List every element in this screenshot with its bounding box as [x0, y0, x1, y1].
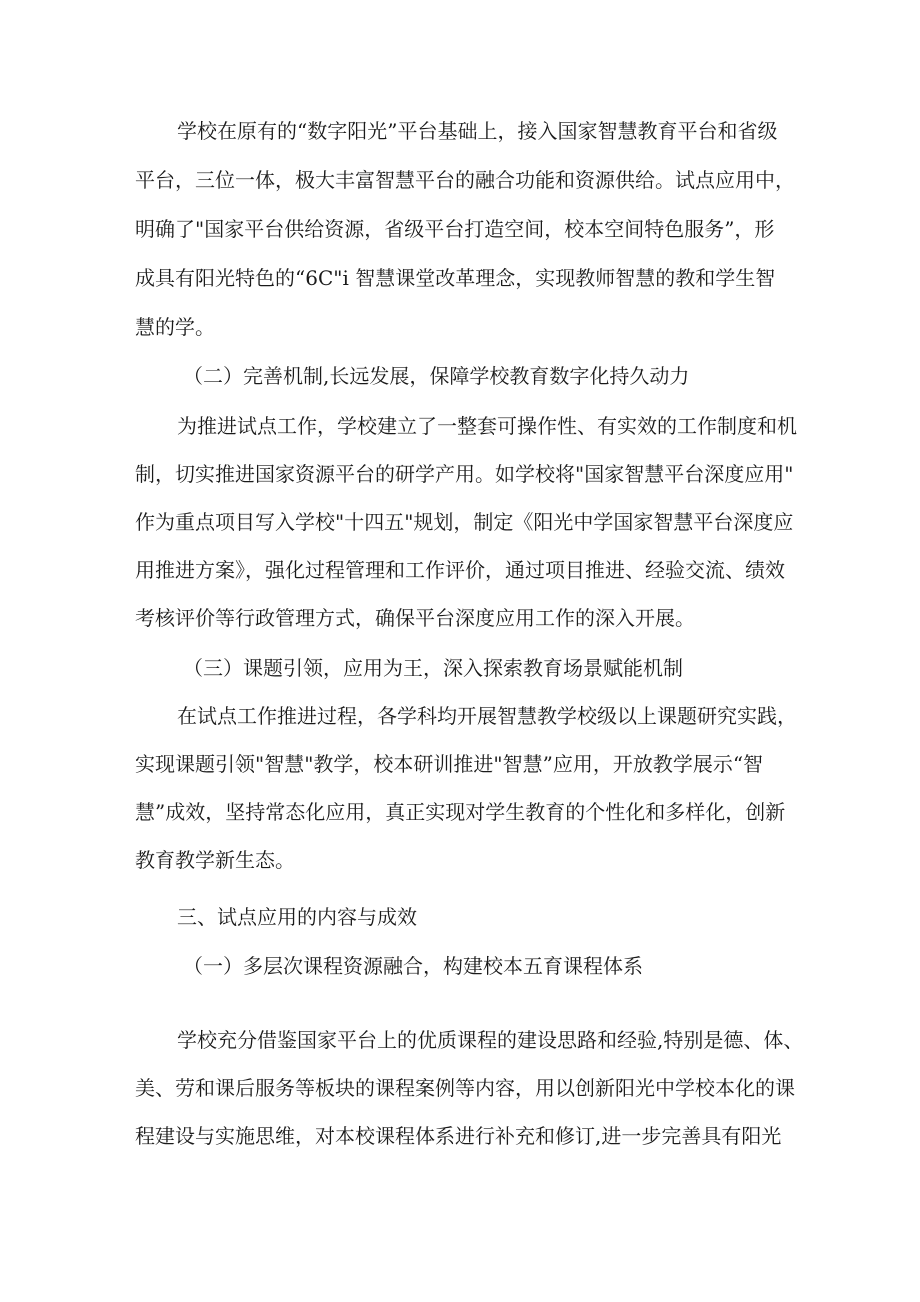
- paragraph-line: 平台，三位一体，极大丰富智慧平台的融合功能和资源供给。试点应用中，: [135, 168, 795, 192]
- paragraph-line: 程建设与实施思维，对本校课程体系进行补充和修订,进一步完善具有阳光: [135, 1124, 782, 1148]
- section-title-text: 三、试点应用的内容与成效: [177, 905, 417, 929]
- heading-text: （三）课题引领，应用为王，深入探索教育场景赋能机制: [183, 656, 683, 680]
- paragraph-line: 制，切实推进国家资源平台的研学产用。如学校将"国家智慧平台深度应用": [135, 462, 794, 486]
- paragraph-line: 明确了"国家平台供给资源，省级平台打造空间，校本空间特色服务”，形: [135, 217, 775, 241]
- heading-text: （二）完善机制,长远发展，保障学校教育数字化持久动力: [183, 364, 690, 388]
- paragraph-line: 学校充分借鉴国家平台上的优质课程的建设思路和经验,特别是德、体、: [177, 1028, 804, 1052]
- paragraph-line: 成具有阳光特色的“6C"i 智慧课堂改革理念，实现教师智慧的教和学生智: [135, 266, 776, 290]
- paragraph-line: 作为重点项目写入学校"十四五"规划，制定《阳光中学国家智慧平台深度应: [135, 510, 794, 534]
- paragraph-line: 教育教学新生态。: [135, 848, 295, 872]
- paragraph-line: 美、劳和课后服务等板块的课程案例等内容，用以创新阳光中学校本化的课: [135, 1076, 795, 1100]
- paragraph-line: 实现课题引领"智慧"教学，校本研训推进"智慧”应用，开放教学展示“智: [135, 752, 764, 776]
- paragraph-line: 为推进试点工作，学校建立了一整套可操作性、有实效的工作制度和机: [177, 414, 797, 438]
- paragraph-line: 用推进方案》，强化过程管理和工作评价，通过项目推进、经验交流、绩效: [135, 558, 785, 582]
- paragraph-line: 在试点工作推进过程，各学科均开展智慧教学校级以上课题研究实践，: [177, 704, 797, 728]
- paragraph-line: 慧的学。: [135, 315, 215, 339]
- paragraph-line: 学校在原有的“数字阳光”平台基础上，接入国家智慧教育平台和省级: [177, 119, 778, 143]
- paragraph-line: 慧”成效，坚持常态化应用，真正实现对学生教育的个性化和多样化，创新: [135, 800, 786, 824]
- heading-text: （一）多层次课程资源融合，构建校本五育课程体系: [183, 954, 643, 978]
- paragraph-line: 考核评价等行政管理方式，确保平台深度应用工作的深入开展。: [135, 606, 695, 630]
